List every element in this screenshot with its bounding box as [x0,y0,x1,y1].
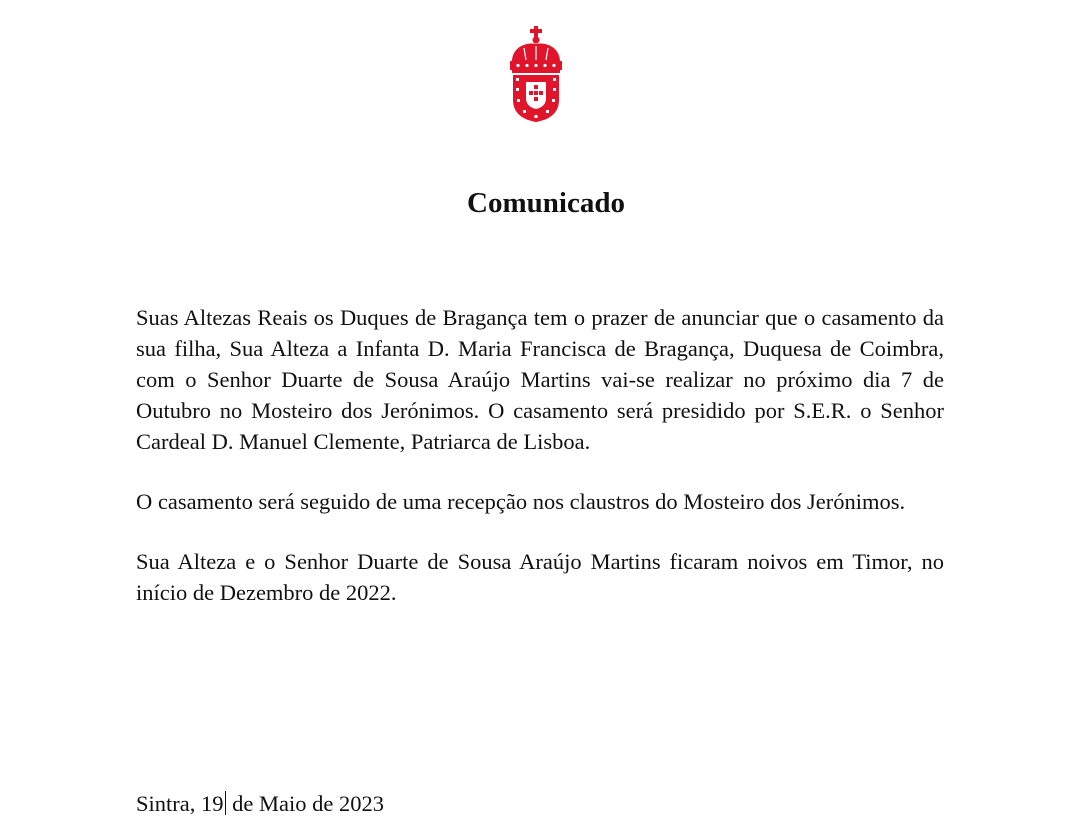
document-body [136,302,944,637]
paragraph-engagement: Sua Alteza e o Senhor Duarte de Sousa Araújo Martins ficaram noivos em Timor, no início de Dezembro de 2022. [136,549,944,605]
text-cursor [225,791,226,815]
royal-coat-of-arms-icon [506,24,566,124]
document-title: Comunicado [467,187,625,219]
place-date-line[interactable] [136,788,384,819]
paragraph-reception: O casamento será seguido de uma recepção nos claustros do Mosteiro dos Jerónimos. [136,489,906,514]
place-date-start: Sintra, 19 [136,791,224,816]
paragraph-announcement: Suas Altezas Reais os Duques de Bragança tem o prazer de anunciar que o casamento da sua filha, Sua Alteza a Infanta D. Maria Francisca de Bragança, Duquesa de Coimbra, com o Senhor Duarte de Sousa Araújo Martins vai-se realizar no próximo dia 7 de Outubro no Mosteiro dos Jerónimos. O casamento será presidido por S.E.R. o Senhor Cardeal D. Manuel Clemente, Patriarca de Lisboa. [136,305,944,454]
place-date-end: de Maio de 2023 [226,791,384,816]
